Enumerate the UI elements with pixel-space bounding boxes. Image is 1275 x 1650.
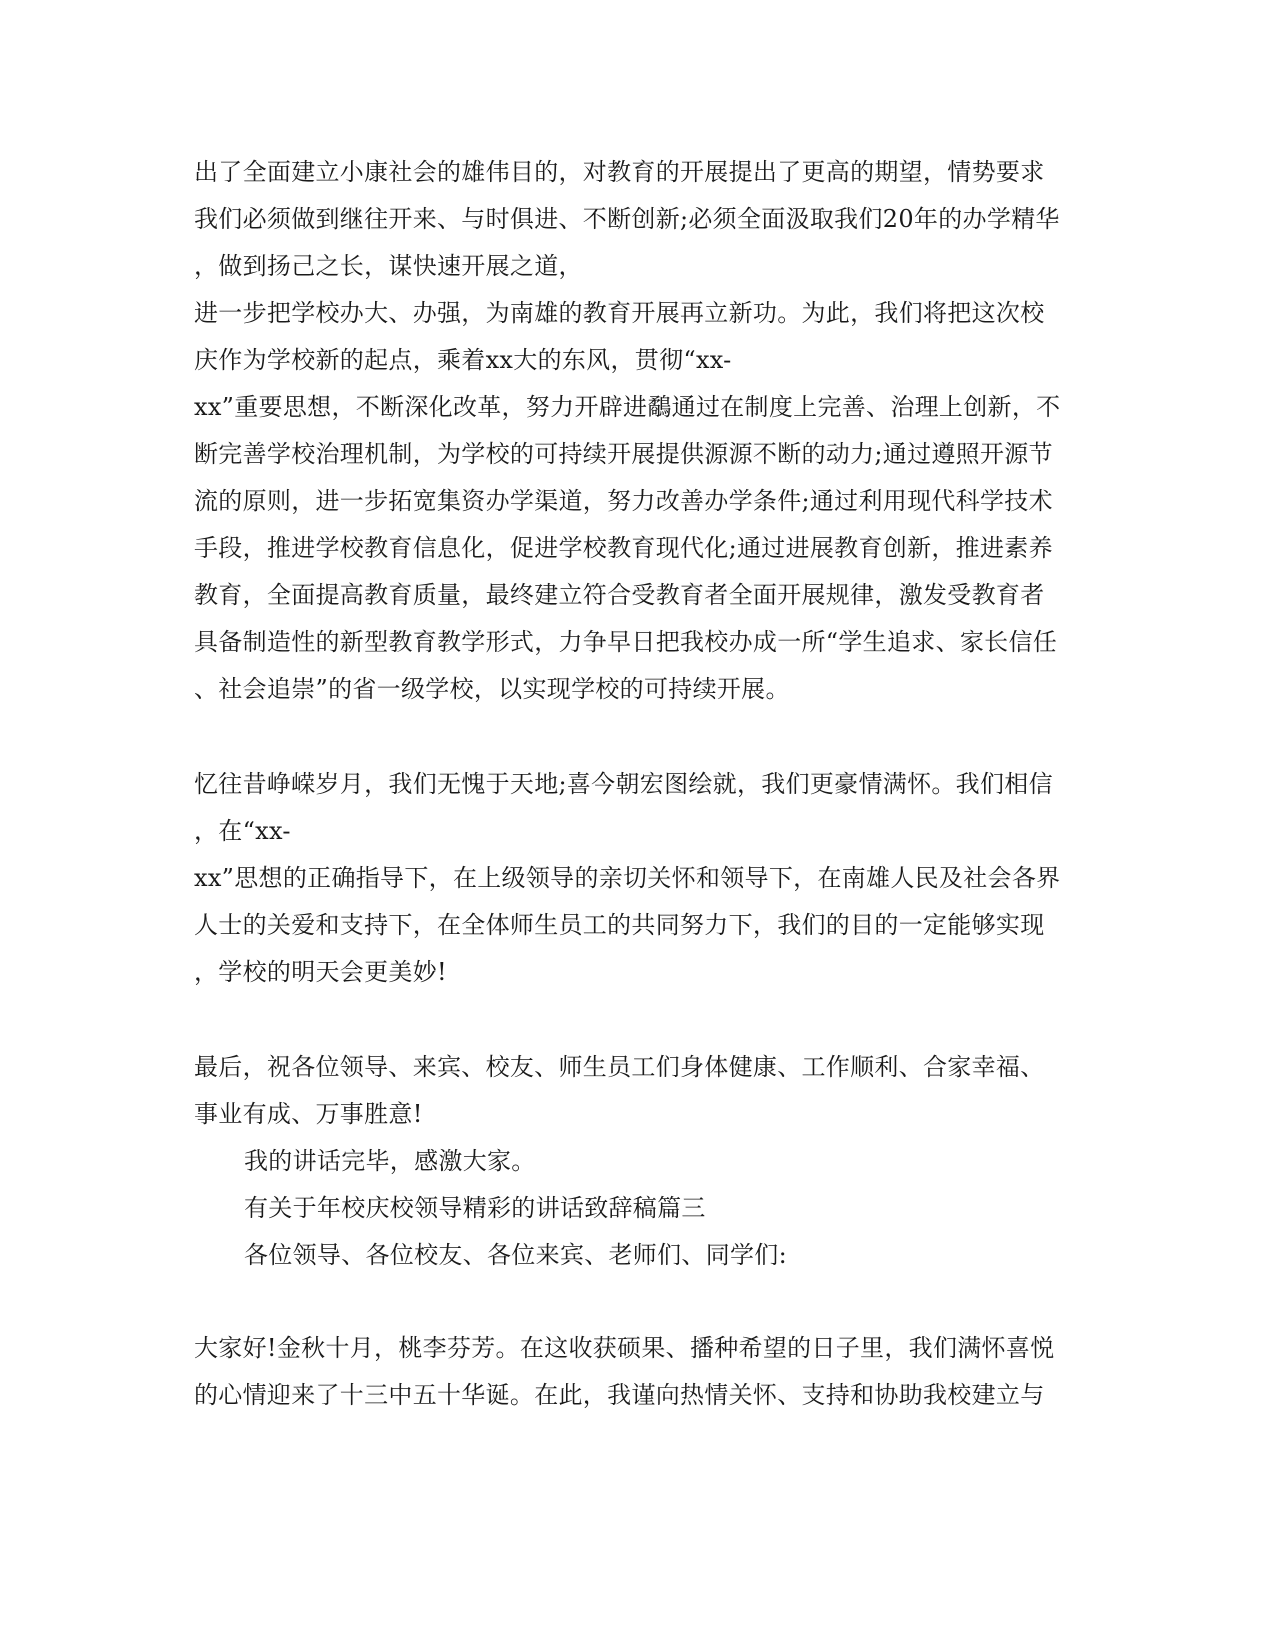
text-line: 事业有成、万事胜意! <box>194 1100 423 1128</box>
text-line: 教育，全面提高教育质量，最终建立符合受教育者全面开展规律，激发受教育者 <box>194 581 1045 609</box>
text-line: ，做到扬己之长，谋快速开展之道， <box>194 252 583 280</box>
text-line: 断完善学校治理机制，为学校的可持续开展提供源源不断的动力;通过遵照开源节 <box>194 440 1053 468</box>
text-line: 最后，祝各位领导、来宾、校友、师生员工们身体健康、工作顺利、合家幸福、 <box>194 1053 1045 1081</box>
text-line: xx”重要思想，不断深化改革，努力开辟进鷸通过在制度上完善、治理上创新，不 <box>194 393 1061 421</box>
text-line: ，学校的明天会更美妙! <box>194 958 447 986</box>
text-line: xx”思想的正确指导下，在上级领导的亲切关怀和领导下，在南雄人民及社会各界 <box>194 864 1061 892</box>
text-line: 庆作为学校新的起点，乘着xx大的东风，贯彻“xx- <box>194 346 732 374</box>
text-line: 人士的关爱和支持下，在全体师生员工的共同努力下，我们的目的一定能够实现 <box>194 911 1045 939</box>
section-heading: 有关于年校庆校领导精彩的讲话致辞稿篇三 <box>244 1194 706 1222</box>
text-line: 流的原则，进一步拓宽集资办学渠道，努力改善办学条件;通过利用现代科学技术 <box>194 487 1053 515</box>
text-line: 进一步把学校办大、办强，为南雄的教育开展再立新功。为此，我们将把这次校 <box>194 299 1045 327</box>
text-line: 具备制造性的新型教育教学形式，力争早日把我校办成一所“学生追求、家长信任 <box>194 628 1058 656</box>
text-line: 大家好!金秋十月，桃李芬芳。在这收获硕果、播种希望的日子里，我们满怀喜悦 <box>194 1334 1055 1362</box>
text-line: 出了全面建立小康社会的雄伟目的，对教育的开展提出了更高的期望，情势要求 <box>194 158 1045 186</box>
text-line: 的心情迎来了十三中五十华诞。在此，我谨向热情关怀、支持和协助我校建立与 <box>194 1381 1045 1409</box>
salutation: 各位领导、各位校友、各位来宾、老师们、同学们: <box>244 1241 787 1269</box>
text-line: 忆往昔峥嵘岁月，我们无愧于天地;喜今朝宏图绘就，我们更豪情满怀。我们相信 <box>194 770 1053 798</box>
text-line: ，在“xx- <box>194 817 291 845</box>
text-line: 我的讲话完毕，感激大家。 <box>244 1147 536 1175</box>
text-line: 、社会追崇”的省一级学校，以实现学校的可持续开展。 <box>194 675 790 703</box>
text-line: 我们必须做到继往开来、与时俱进、不断创新;必须全面汲取我们20年的办学精华 <box>194 205 1060 233</box>
text-line: 手段，推进学校教育信息化，促进学校教育现代化;通过进展教育创新，推进素养 <box>194 534 1053 562</box>
